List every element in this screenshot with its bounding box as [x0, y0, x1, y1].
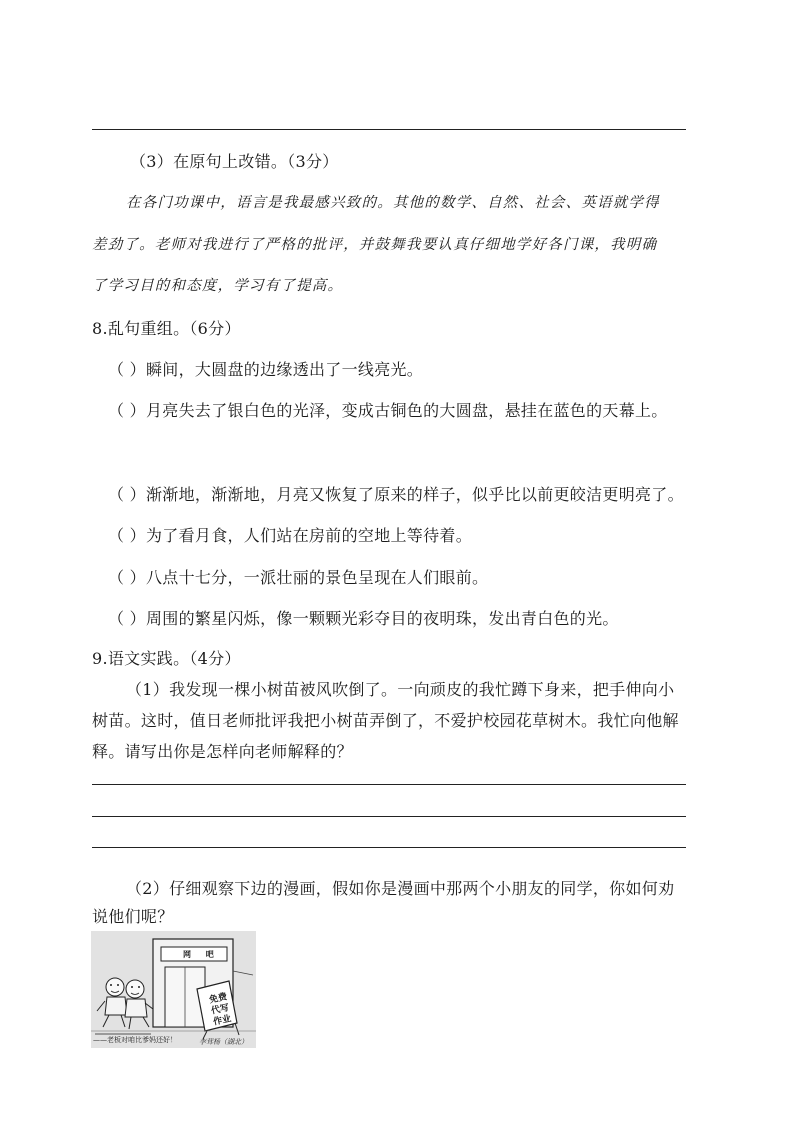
q9-part1-line-1: （1）我发现一棵小树苗被风吹倒了。一向顽皮的我忙蹲下身来，把手伸向小 — [126, 680, 675, 699]
cartoon-illustration — [91, 931, 256, 1048]
cartoon-board-line-1: 免费 — [208, 992, 229, 1006]
answer-line-top — [92, 129, 686, 130]
q8-item — [108, 398, 668, 421]
cartoon-drawing — [91, 931, 256, 1048]
answer-line-1[interactable] — [92, 784, 686, 785]
cartoon-board-line-2: 代写 — [210, 1003, 231, 1017]
q8-item — [108, 565, 488, 588]
q9-part2-line-1: （2）仔细观察下边的漫画，假如你是漫画中那两个小朋友的同学，你如何劝 — [126, 879, 675, 898]
q9-heading: 9.语文实践。（4分） — [92, 649, 241, 668]
order-bracket[interactable]: （ ） — [108, 609, 146, 628]
q8-item — [108, 357, 423, 380]
q9-part2-line-2: 说他们呢？ — [92, 907, 174, 926]
answer-line-3[interactable] — [92, 847, 686, 848]
cartoon-caption-left: ——老板对咱比爹妈还好！ — [93, 1036, 177, 1044]
order-bracket[interactable]: （ ） — [108, 401, 146, 420]
order-bracket[interactable]: （ ） — [108, 360, 146, 379]
passage-line-2: 差劲了。老师对我进行了严格的批评，并鼓舞我要认真仔细地学好各门课，我明确 — [92, 237, 658, 253]
q8-item — [108, 523, 472, 546]
q9-part1-line-2: 树苗。这时，值日老师批评我把小树苗弄倒了，不爱护校园花草树木。我忙向他解 — [92, 711, 679, 730]
q9-part1-line-3: 释。请写出你是怎样向老师解释的？ — [92, 742, 353, 761]
q8-item-text: 为了看月食，人们站在房前的空地上等待着。 — [146, 526, 473, 545]
order-bracket[interactable]: （ ） — [108, 526, 146, 545]
q8-item-text: 八点十七分，一派壮丽的景色呈现在人们眼前。 — [146, 568, 489, 587]
q8-item-text: 月亮失去了银白色的光泽，变成古铜色的大圆盘，悬挂在蓝色的天幕上。 — [146, 401, 668, 420]
order-bracket[interactable]: （ ） — [108, 568, 146, 587]
q7-part3-heading: （3）在原句上改错。（3分） — [130, 152, 339, 171]
q8-item — [108, 482, 684, 505]
passage-line-1: 在各门功课中，语言是我最感兴致的。其他的数学、自然、社会、英语就学得 — [126, 195, 660, 211]
order-bracket[interactable]: （ ） — [108, 485, 146, 504]
passage-line-3: 了学习目的和态度，学习有了提高。 — [92, 278, 344, 294]
q8-item-text: 周围的繁星闪烁，像一颗颗光彩夺目的夜明珠，发出青白色的光。 — [146, 609, 619, 628]
q8-item-text: 渐渐地，渐渐地，月亮又恢复了原来的样子，似乎比以前更皎洁更明亮了。 — [146, 485, 684, 504]
q8-item — [108, 606, 619, 629]
cartoon-board-line-3: 作业 — [212, 1014, 233, 1028]
cartoon-sign-text: 网 吧 — [183, 949, 220, 959]
cartoon-caption-right: 李茸杨（湖北） — [199, 1038, 248, 1046]
q8-item-text: 瞬间，大圆盘的边缘透出了一线亮光。 — [146, 360, 424, 379]
answer-line-2[interactable] — [92, 816, 686, 817]
q8-heading: 8.乱句重组。（6分） — [92, 319, 241, 338]
